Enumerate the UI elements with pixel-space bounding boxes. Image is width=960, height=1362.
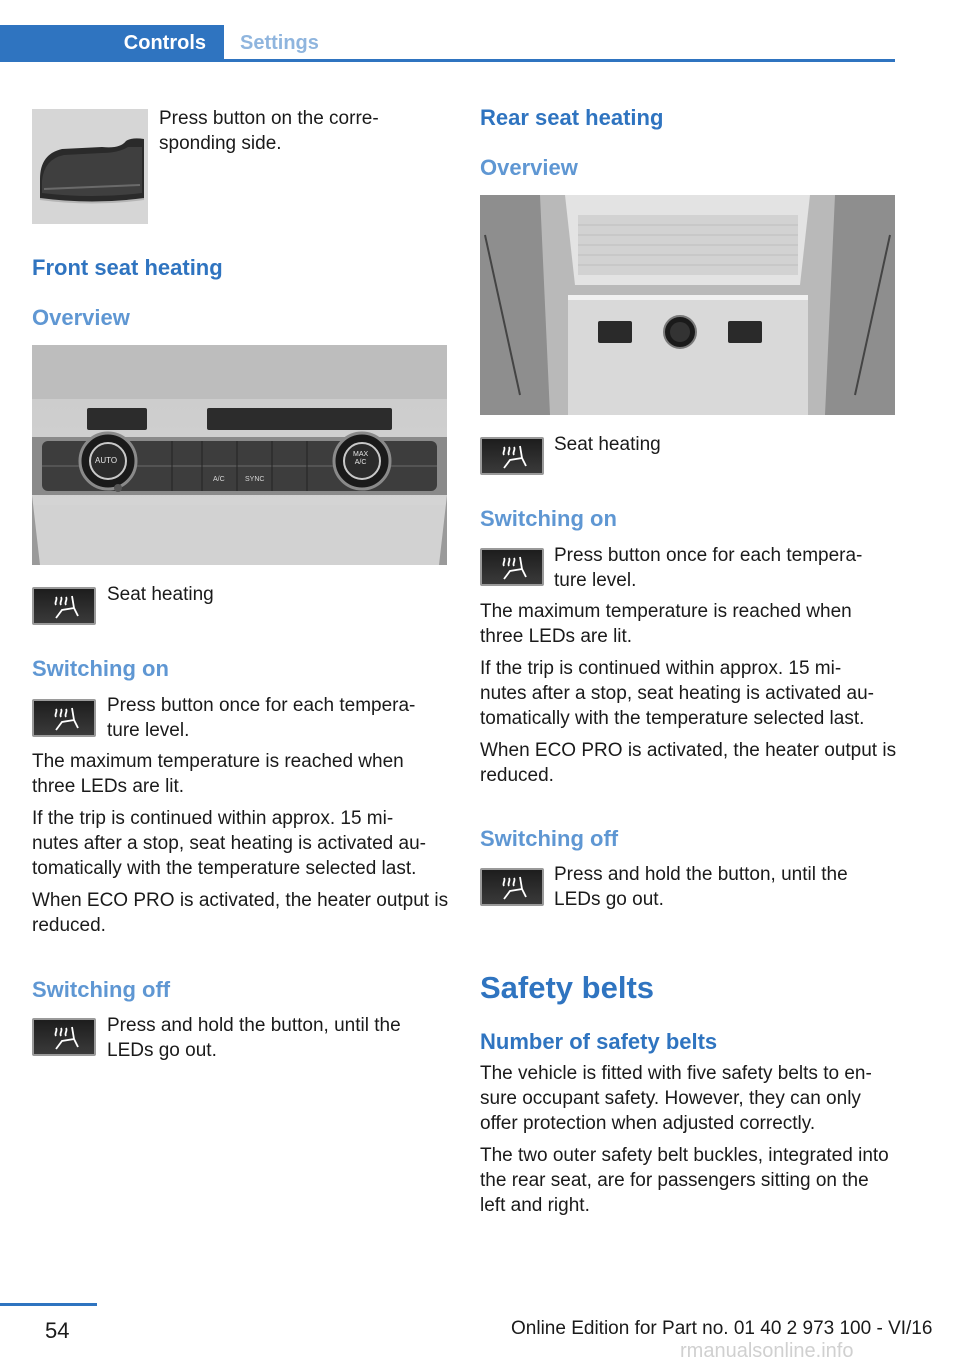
front-max-temp-text: The maximum temperature is reached when three LEDs are lit. [32, 751, 404, 797]
chapter-tabs [0, 25, 895, 62]
tab-controls[interactable]: Controls [0, 25, 224, 62]
front-overview-heading: Overview [32, 305, 130, 330]
rear-press-once-text: Press button once for each tempera‐ ture level. [554, 545, 863, 591]
front-press-once-text: Press button once for each tempera‐ ture level. [107, 695, 416, 741]
rear-switching-on-heading: Switching on [480, 506, 617, 531]
console-label-ac: A/C [213, 476, 225, 483]
front-eco-pro-text: When ECO PRO is activated, the heater output is reduced. [32, 890, 449, 936]
front-press-hold-text: Press and hold the button, until the LEDs go out. [107, 1015, 401, 1061]
belts-fitted-text: The vehicle is fitted with five safety belts to en‐ sure occupant safety. However, they can only offer protection when adjusted correctly. [480, 1063, 872, 1134]
console-label-auto: AUTO [95, 456, 118, 465]
number-of-safety-belts-heading: Number of safety belts [480, 1029, 718, 1054]
seat-heating-icon [32, 587, 96, 625]
rear-eco-pro-text: When ECO PRO is activated, the heater output is reduced. [480, 740, 897, 786]
seat-button-photo [32, 109, 148, 224]
rear-trip-continued-text: If the trip is continued within approx. 15 mi‐ nutes after a stop, seat heating is activated au‐ tomatically with the temperature selected last. [480, 658, 874, 729]
edition-text: Online Edition for Part no. 01 40 2 973 100 - VI/16 [511, 1318, 933, 1339]
safety-belts-title: Safety belts [480, 970, 655, 1005]
front-switching-off-heading: Switching off [32, 977, 171, 1002]
front-console-photo [32, 345, 447, 565]
rear-console-photo [480, 195, 895, 415]
console-label-max-ac: MAX A/C [353, 451, 369, 466]
front-seat-heating-title: Front seat heating [32, 255, 223, 280]
seat-heating-icon [32, 1018, 96, 1056]
watermark: rmanualsonline.info [680, 1340, 854, 1362]
rear-switching-off-heading: Switching off [480, 826, 619, 851]
footer-rule [0, 1303, 97, 1306]
tab-settings[interactable]: Settings [240, 32, 319, 54]
front-trip-continued-text: If the trip is continued within approx. 15 mi‐ nutes after a stop, seat heating is activated au‐ tomatically with the temperature selected last. [32, 808, 426, 879]
seat-heating-icon [32, 699, 96, 737]
rear-press-hold-text: Press and hold the button, until the LEDs go out. [554, 864, 848, 910]
rear-seat-heating-title: Rear seat heating [480, 105, 664, 130]
rear-seat-heating-label: Seat heating [554, 434, 661, 455]
page-number: 54 [45, 1318, 70, 1343]
seat-heating-icon [480, 548, 544, 586]
seat-heating-icon [480, 437, 544, 475]
seat-heating-icon [480, 868, 544, 906]
rear-overview-heading: Overview [480, 155, 578, 180]
console-label-sync: SYNC [245, 476, 265, 483]
rear-max-temp-text: The maximum temperature is reached when three LEDs are lit. [480, 601, 852, 647]
belt-buckles-text: The two outer safety belt buckles, integrated into the rear seat, are for passengers sitting on the left and right. [480, 1145, 889, 1216]
front-seat-heating-label: Seat heating [107, 584, 214, 605]
front-switching-on-heading: Switching on [32, 656, 169, 681]
intro-text: Press button on the corre‐ sponding side. [159, 108, 379, 154]
